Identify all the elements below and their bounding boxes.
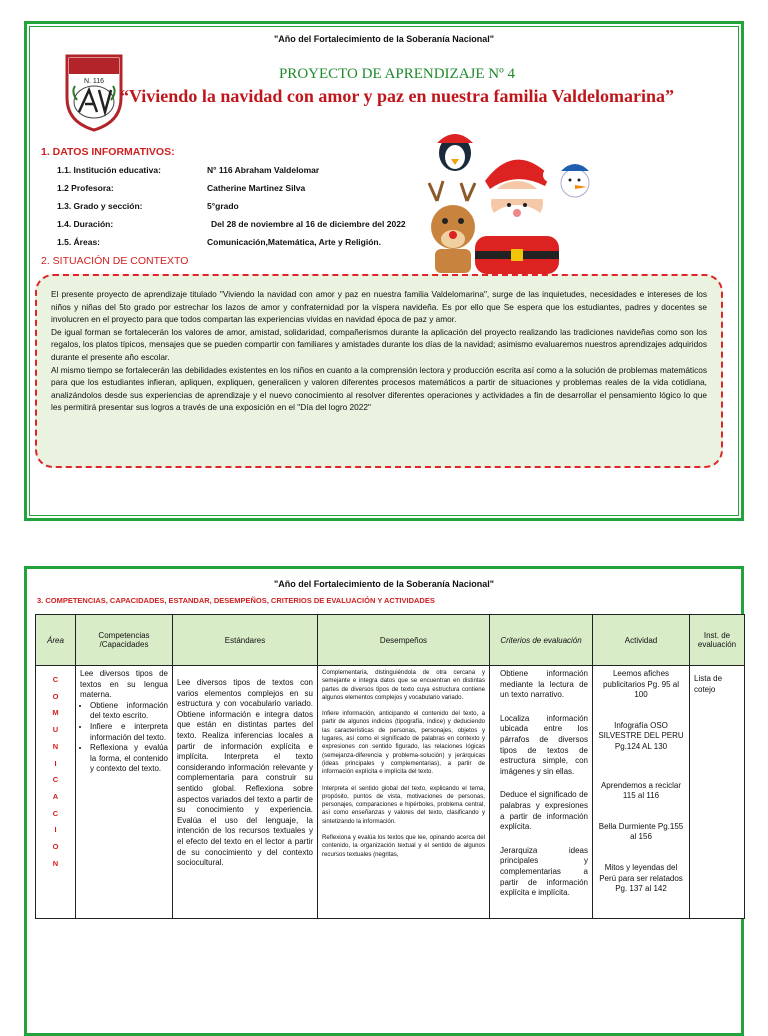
context-box	[35, 274, 723, 468]
project-label: PROYECTO DE APRENDIZAJE Nº 4	[278, 66, 516, 82]
section3-heading: 3. COMPETENCIAS, CAPACIDADES, ESTANDAR, DESEMPEÑOS, CRITERIOS DE EVALUACIÓN Y ACTIVIDADES	[37, 596, 435, 605]
project-title: “Viviendo la navidad con amor y paz en nuestra familia Valdelomarina”	[119, 86, 675, 106]
page-one: "Año del Fortalecimiento de la Soberanía Nacional" N. 116 PROYECTO DE APRENDIZAJE Nº 4 “Viviendo la navidad con amor y paz en nuestra familia Valdelomarina” 1. DATOS INFORMATIVOS: 1.1. Institución educativa: N° 116 Abraham Valdelomar 1.2 Profesora: Catherine Martinez Silva 1.3. Grado y sección: 5°grado 1.4. Duración: Del 28 de noviembre al 16 de diciembre del 2022 1.5. Áreas: Comunicación,Matemática, Arte y Religión. 2. SITUACIÓN DE CONTEXTO El presente proyecto de aprendizaje titulado "Viviendo la navidad con amor y paz en nuestra familia Valdelomarina", surge de las inquietudes, necesidades e intereses de los niños y niñas del 5to grado por estrechar los lazos de amor y confraternidad por la víspera navideña. Es por ello que Se espera que los estudiantes, padres y docentes se involucren en el proyecto para que todos compartan las experiencias vividas en navidad época de paz y amor. De igual forman se fortalecerán los valores de amor, amistad, solidaridad, compañerismos durante la aplicación del proyecto realizando las tradiciones navideñas como son los regalos, los platos típicos, mensajes que se pueden compartir con familiares y amistades durante los días de la navidad; asimismo evaluaremos nuestros aprendizajes adquiridos durante el presente año escolar. Al mismo tiempo se fortalecerán las debilidades existentes en los niños en cuanto a la comprensión lectora y producción escrita así como a la solución de problemas matemáticos para que los estudiantes infieran, apliquen, expliquen, generalicen y valoren diferentes procesos matemáticos a partir de situaciones y problemas reales de la vida cotidiana, analizándolos desde sus experiencias de aprendizaje y el nuevo conocimiento al resolver diferentes operaciones y actividades a fin de desarrollar el pensamiento lógico lo que les permitirá presentar sus logros a través de una exposición en el "Día del logro 2022"	[24, 21, 744, 521]
header-criterios: Criterios de evaluación	[490, 615, 593, 666]
instrumento-cell: Lista de cotejo	[690, 666, 745, 919]
desempenos-cell: Complementaria, distinguiéndola de otra cercana y semejante e integra datos que se encuentran en distintas partes de diversos tipos de texto cuya estructura contiene algunos elementos complejos y vocabulario variado. Infiere información, anticipando el contenido del texto, a partir de algunos indicios (tipografía, índice) y deduciendo las características de personas, personajes, objetos y lugares, así como el significado de palabras en contexto y expresiones con sentido figurado, las relaciones lógicas (semejanza-diferencia y problema-solución) y jerárquicas (ideas principales y complementarias), a partir de información explícita e implícita del texto. Interpreta el sentido global del texto, explicando el tema, propósito, puntos de vista, motivaciones de personas, personajes, comparaciones e hipérboles, problema central, así como enseñanzas y valores del texto, clasificando y sintetizando la información. Reflexiona y evalúa los textos que lee, opinando acerca del contenido, la organización textual y el sentido de algunos recursos textuales (negritas,	[318, 666, 490, 919]
competencia-cell: Lee diversos tipos de textos en su lengua materna. • Obtiene información del texto escrito. • Infiere e interpreta información del texto. • Reflexiona y evalúa la forma, el contenido y contexto del texto.	[76, 666, 173, 919]
actividades-cell: Leemos afiches publicitarios Pg. 95 al 100 Infografía OSO SILVESTRE DEL PERU Pg.124 AL 130 Aprendemos a reciclar 115 al 116 Bella Durmiente Pg.155 al 156 Mitos y leyendas del Perú para ser relatados Pg. 137 al 142	[593, 666, 690, 919]
criterios-cell: Obtiene información mediante la lectura de un texto narrativo. Localiza información ubicada entre los párrafos de diversos tipos de textos de estructura simple, con imágenes y sin ellas. Deduce el significado de palabras y expresiones a partir de información explícita. Jerarquiza ideas principales y complementarias a partir de información explícita e implícita.	[490, 666, 593, 919]
context-paragraph: Al mismo tiempo se fortalecerán las debilidades existentes en los niños en cuanto a la comprensión lectora y producción escrita así como a la solución de problemas matemáticos para que los estudiantes infieran, apliquen, expliquen, generalicen y valoren diferentes procesos matemáticos a partir de situaciones y problemas reales de la vida cotidiana, analizándolos desde sus experiencias de aprendizaje y el nuevo conocimiento al resolver diferentes operaciones y actividades a fin de desarrollar el pensamiento lógico lo que les permitirá presentar sus logros a través de una exposición en el "Día del logro 2022"	[51, 364, 707, 413]
context-paragraph: El presente proyecto de aprendizaje titulado "Viviendo la navidad con amor y paz en nuestra familia Valdelomarina", surge de las inquietudes, necesidades e intereses de los niños y niñas del 5to grado por estrechar los lazos de amor y confraternidad por la víspera navideña. Es por ello que Se espera que los estudiantes, padres y docentes se involucren en el proyecto para que todos compartan las experiencias vividas en navidad época de paz y amor.	[51, 289, 707, 325]
motto: "Año del Fortalecimiento de la Soberanía Nacional"	[273, 579, 495, 589]
datos-heading: 1. DATOS INFORMATIVOS:	[41, 146, 175, 158]
estandar-cell: Lee diversos tipos de textos con varios elementos complejos en su estructura y con vocabulario variado. Obtiene información e integra datos que están en distintas partes del texto. Realiza inferencias locales a partir de información explícita e implícita. Interpreta el texto considerando información relevante y complementaria para construir su sentido global. Reflexiona sobre aspectos variados del texto a partir de su conocimiento y experiencia. Evalúa el uso del lenguaje, la intención de los recursos textuales y el efecto del texto en el lector a partir de su conocimiento y del contexto sociocultural.	[173, 666, 318, 919]
christmas-characters-icon	[415, 131, 600, 276]
table-row	[36, 666, 745, 919]
context-paragraph: De igual forman se fortalecerán los valores de amor, amistad, solidaridad, compañerismos durante la aplicación del proyecto realizando las tradiciones navideñas como son los regalos, los platos típicos, mensajes que se pueden compartir con familiares y amistades durante los días de la navidad; asimismo evaluaremos nuestros aprendizajes adquiridos durante el presente año escolar.	[51, 326, 707, 362]
competencias-table	[35, 614, 745, 919]
header-desempenos: Desempeños	[318, 615, 490, 666]
logo-text: N. 116	[83, 78, 105, 85]
header-area: Área	[36, 615, 76, 666]
header-instrumento: Inst. de evaluación	[690, 615, 745, 666]
header-competencias: Competencias /Capacidades	[76, 615, 173, 666]
header-estandares: Estándares	[173, 615, 318, 666]
area-cell: C O M U N I C A C I O N	[36, 666, 76, 919]
header-actividad: Actividad	[593, 615, 690, 666]
motto: "Año del Fortalecimiento de la Soberanía Nacional"	[273, 34, 495, 44]
contexto-heading: 2. SITUACIÓN DE CONTEXTO	[41, 255, 189, 267]
table-header-row	[36, 615, 745, 666]
page-two	[24, 566, 744, 1036]
